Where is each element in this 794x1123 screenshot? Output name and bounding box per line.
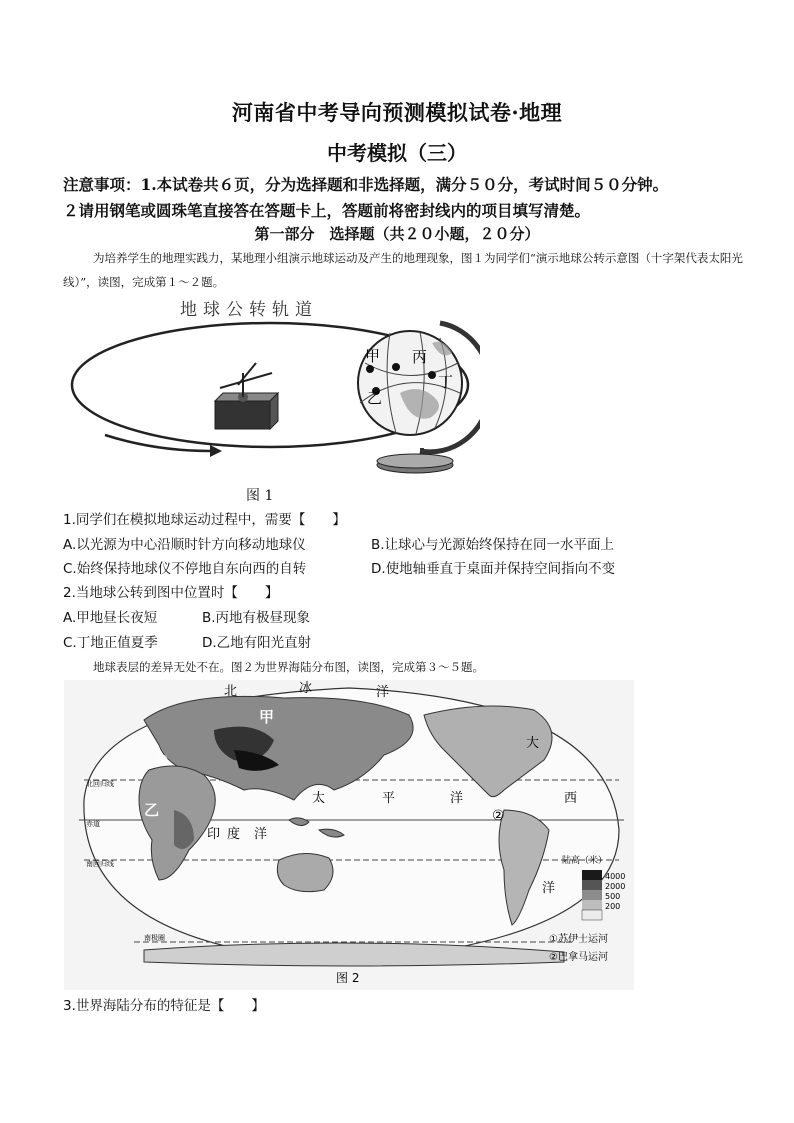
map-mark-yi: 乙 [144,801,160,819]
ocean-north-1: 北 [224,684,238,699]
legend-value-4000: 4000 [605,872,626,881]
q2-option-b[interactable]: B.丙地有极昼现象 [202,610,311,626]
figure-2-caption: 图 2 [336,971,360,985]
point-yi: 乙 [367,389,383,407]
legend-swatch [582,890,602,900]
orbit-label: 地球公转轨道 [180,300,318,320]
ocean-pacific-3: 洋 [450,791,464,806]
canal-label-suez: ①苏伊士运河 [549,934,608,945]
legend-value-500: 500 [605,892,621,901]
section-title: 第一部分 选择题（共２０小题，２０分） [254,225,540,243]
legend-swatch [582,870,602,880]
point-jia: 甲 [365,347,381,365]
lat-label-cancer: 北回归线 [86,780,114,788]
ocean-atlantic-2: 西 [564,791,578,806]
ocean-north-3: 洋 [376,685,390,700]
legend-value-200: 200 [605,902,621,911]
q2-option-d[interactable]: D.乙地有阳光直射 [202,635,312,651]
notice-line-1: 注意事项：1.本试卷共６页，分为选择题和非选择题，满分５０分，考试时间５０分钟。 [63,175,669,194]
lat-label-equator: 赤道 [86,820,100,828]
q1-option-a[interactable]: A.以光源为中心沿顺时针方向移动地球仪 [63,537,306,553]
legend-title: 陆高（米） [562,856,608,866]
figure-1-caption: 图 1 [246,488,274,504]
question-2-stem: 2.当地球公转到图中位置时【 】 [63,585,279,601]
question-1-stem: 1.同学们在模拟地球运动过程中，需要【 】 [63,512,346,528]
lat-label-antarctic: 南极圈 [144,934,165,942]
q1-option-c[interactable]: C.始终保持地球仪不停地自东向西的自转 [63,561,307,577]
ocean-indian-2: 度 [227,827,241,842]
orbit-arrowhead [210,445,222,457]
ocean-atlantic-3: 洋 [542,881,556,896]
legend-swatch [582,880,602,890]
q2-option-a[interactable]: A.甲地昼长夜短 [63,610,158,626]
intro-paragraph-1: 为培养学生的地理实践力，某地理小组演示地球运动及产生的地理现象，图１为同学们“演示地球公转示意图（十字架代表太阳光线）”，读图，完成第１～２题。 [63,251,743,289]
light-cross-vertical [238,363,256,385]
q2-option-c[interactable]: C.丁地正值夏季 [63,635,158,651]
ocean-indian-3: 洋 [254,827,268,842]
ocean-pacific-1: 太 [312,791,326,806]
ocean-atlantic-1: 大 [526,736,540,751]
exam-subtitle: 中考模拟（三） [327,141,467,165]
australia-landmass [277,853,333,891]
figure-2-world-map [64,680,634,990]
point-bing: 丙 [412,348,428,366]
exam-title: 河南省中考导向预测模拟试卷·地理 [231,100,563,125]
legend-swatch [582,900,602,910]
intro-paragraph-2: 地球表层的差异无处不在。图２为世界海陆分布图，读图，完成第３～５题。 [93,660,484,674]
lat-label-capricorn: 南回归线 [86,860,114,868]
map-mark-2: ② [492,808,505,824]
question-3-stem: 3.世界海陆分布的特征是【 】 [63,998,265,1014]
q1-option-b[interactable]: B.让球心与光源始终保持在同一水平面上 [371,537,615,553]
q1-option-d[interactable]: D.使地轴垂直于桌面并保持空间指向不变 [371,561,616,577]
lamp-base [215,401,270,429]
legend-value-2000: 2000 [605,882,626,891]
legend-swatch [582,910,602,920]
figure-1-diagram [60,293,480,483]
ocean-north-2: 冰 [299,681,313,696]
canal-label-panama: ②巴拿马运河 [549,952,608,963]
notice-line-2: ２请用钢笔或圆珠笔直接答在答题卡上，答题前将密封线内的项目填写清楚。 [63,201,591,220]
point-ding: 丁 [438,373,454,391]
ocean-pacific-2: 平 [382,791,396,806]
map-mark-jia: 甲 [259,708,275,726]
ocean-indian-1: 印 [207,827,221,842]
map-mark-1: ① [156,753,169,769]
